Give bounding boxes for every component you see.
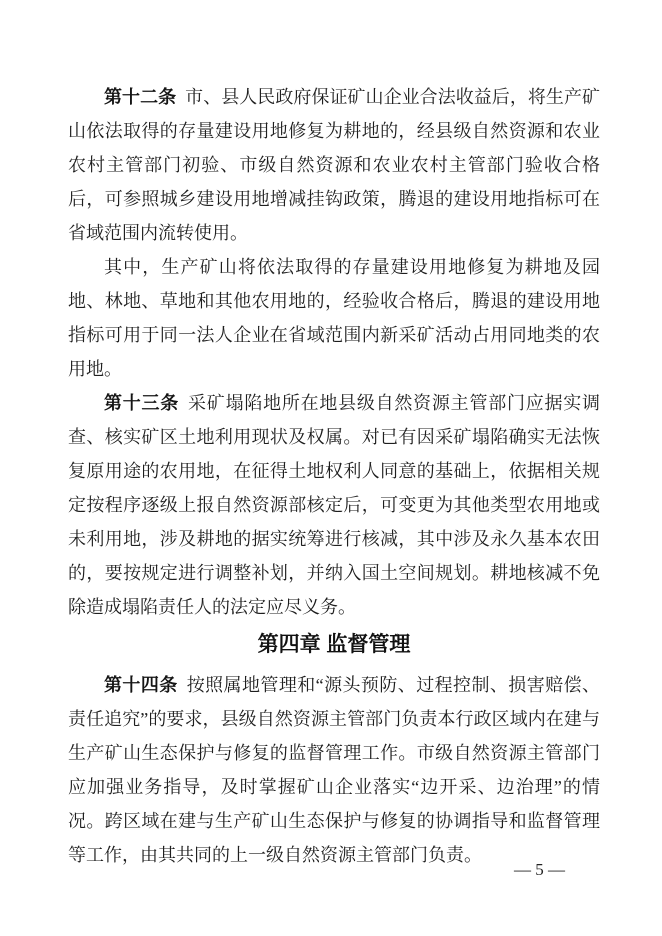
page-number: — 5 — (514, 860, 565, 879)
document-body (68, 80, 600, 872)
article-12-label: 第十二条 (104, 87, 177, 107)
paragraph-article-13 (68, 386, 600, 624)
article-14-text: 按照属地管理和“源头预防、过程控制、损害赔偿、责任追究”的要求，县级自然资源主管部门负责本行政区域内在建与生产矿山生态保护与修复的监督管理工作。市级自然资源主管部门应加强业务指导，及时掌握矿山企业落实“边开采、边治理”的情况。跨区域在建与生产矿山生态保护与修复的协调指导和监督管理等工作，由其共同的上一级自然资源主管部门负责。 (68, 675, 600, 865)
paragraph-article-12 (68, 80, 600, 250)
article-12-text: 市、县人民政府保证矿山企业合法收益后，将生产矿山依法取得的存量建设用地修复为耕地的，经县级自然资源和农业农村主管部门初验、市级自然资源和农业农村主管部门验收合格后，可参照城乡建设用地增减挂钩政策，腾退的建设用地指标可在省域范围内流转使用。 (68, 87, 600, 243)
chapter-4-heading: 第四章 监督管理 (257, 633, 411, 656)
article-13-text: 采矿塌陷地所在地县级自然资源主管部门应据实调查、核实矿区土地利用现状及权属。对已有因采矿塌陷确实无法恢复原用途的农用地，在征得土地权利人同意的基础上，依据相关规定按程序逐级上报自然资源部核定后，可变更为其他类型农用地或未利用地，涉及耕地的据实统筹进行核减，其中涉及永久基本农田的，要按规定进行调整补划，并纳入国土空间规划。耕地核减不免除造成塌陷责任人的法定应尽义务。 (68, 393, 601, 617)
article-12-sub-text: 其中，生产矿山将依法取得的存量建设用地修复为耕地及园地、林地、草地和其他农用地的，经验收合格后，腾退的建设用地指标可用于同一法人企业在省域范围内新采矿活动占用同地类的农用地。 (68, 257, 600, 379)
article-14-label: 第十四条 (104, 675, 178, 695)
paragraph-article-14 (68, 668, 600, 872)
paragraph-article-12-sub (68, 250, 600, 386)
article-13-label: 第十三条 (104, 393, 180, 413)
